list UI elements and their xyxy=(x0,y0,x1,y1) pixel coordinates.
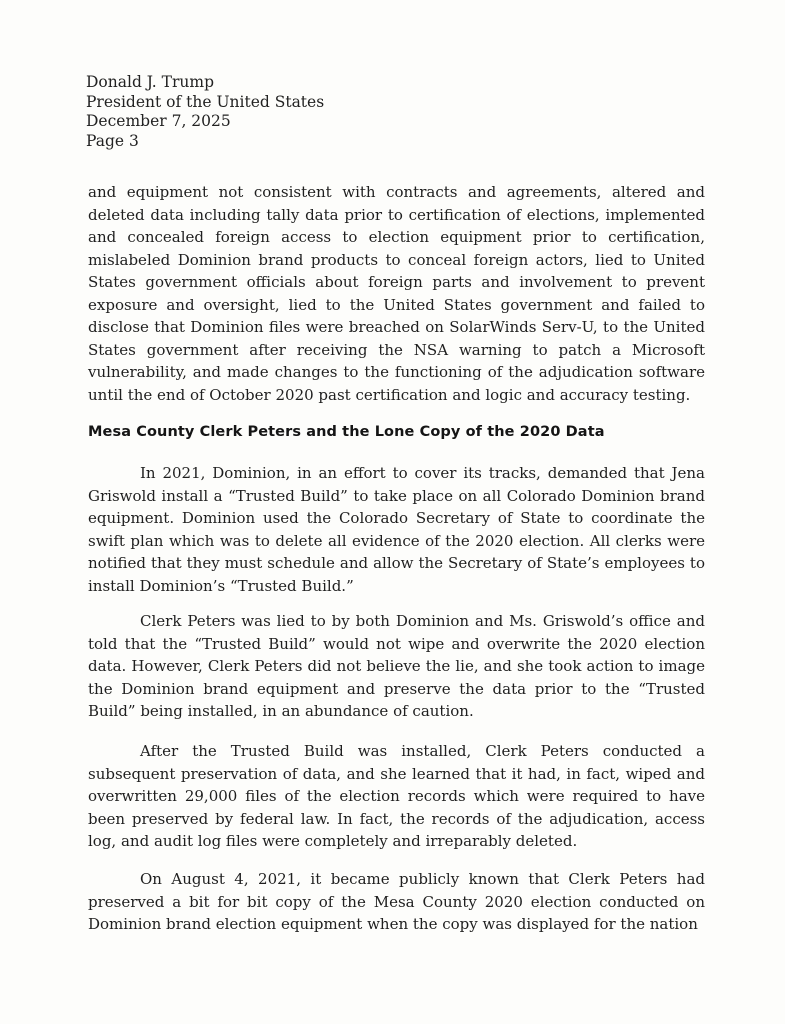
continued-paragraph: and equipment not consistent with contracts and agreements, altered and deleted data including tally data prior to certification of elections, implemented and concealed foreign access to election equipment prior to certification, mislabeled Dominion brand products to conceal foreign actors, lied to United States government officials about foreign parts and involvement to prevent exposure and oversight, lied to the United States government and failed to disclose that Dominion files were breached on SolarWinds Serv-U, to the United States government after receiving the NSA warning to patch a Microsoft vulnerability, and made changes to the functioning of the adjudication software until the end of October 2020 past certification and logic and accuracy testing. xyxy=(88,183,705,404)
letter-date: December 7, 2025 xyxy=(86,112,231,130)
paragraph-clerk-lied-to: Clerk Peters was lied to by both Dominion and Ms. Griswold’s office and told that the “Trusted Build” would not wipe and overwrite the 2020 election data. However, Clerk Peters did not believe the lie, and she took action to image the Dominion brand equipment and preserve the data prior to the “Trusted Build” being installed, in an abundance of caution. xyxy=(88,612,705,720)
paragraph-after-install: After the Trusted Build was installed, Clerk Peters conducted a subsequent preservation of data, and she learned that it had, in fact, wiped and overwritten 29,000 files of the election records which were required to have been preserved by federal law. In fact, the records of the adjudication, access log, and audit log files were completely and irreparably deleted. xyxy=(88,742,705,850)
section-heading: Mesa County Clerk Peters and the Lone Copy of the 2020 Data xyxy=(88,424,605,440)
page-number: Page 3 xyxy=(86,131,139,150)
paragraph-august-2021: On August 4, 2021, it became publicly known that Clerk Peters had preserved a bit for bit copy of the Mesa County 2020 election conducted on Dominion brand election equipment when the copy was displayed for the nation xyxy=(88,870,705,933)
letter-header xyxy=(86,73,324,151)
paragraph-trusted-build: In 2021, Dominion, in an effort to cover its tracks, demanded that Jena Griswold install a “Trusted Build” to take place on all Colorado Dominion brand equipment. Dominion used the Colorado Secretary of State to coordinate the swift plan which was to delete all evidence of the 2020 election. All clerks were notified that they must schedule and allow the Secretary of State’s employees to install Dominion’s “Trusted Build.” xyxy=(88,464,705,595)
recipient-title: President of the United States xyxy=(86,92,325,111)
recipient-name: Donald J. Trump xyxy=(86,73,215,91)
